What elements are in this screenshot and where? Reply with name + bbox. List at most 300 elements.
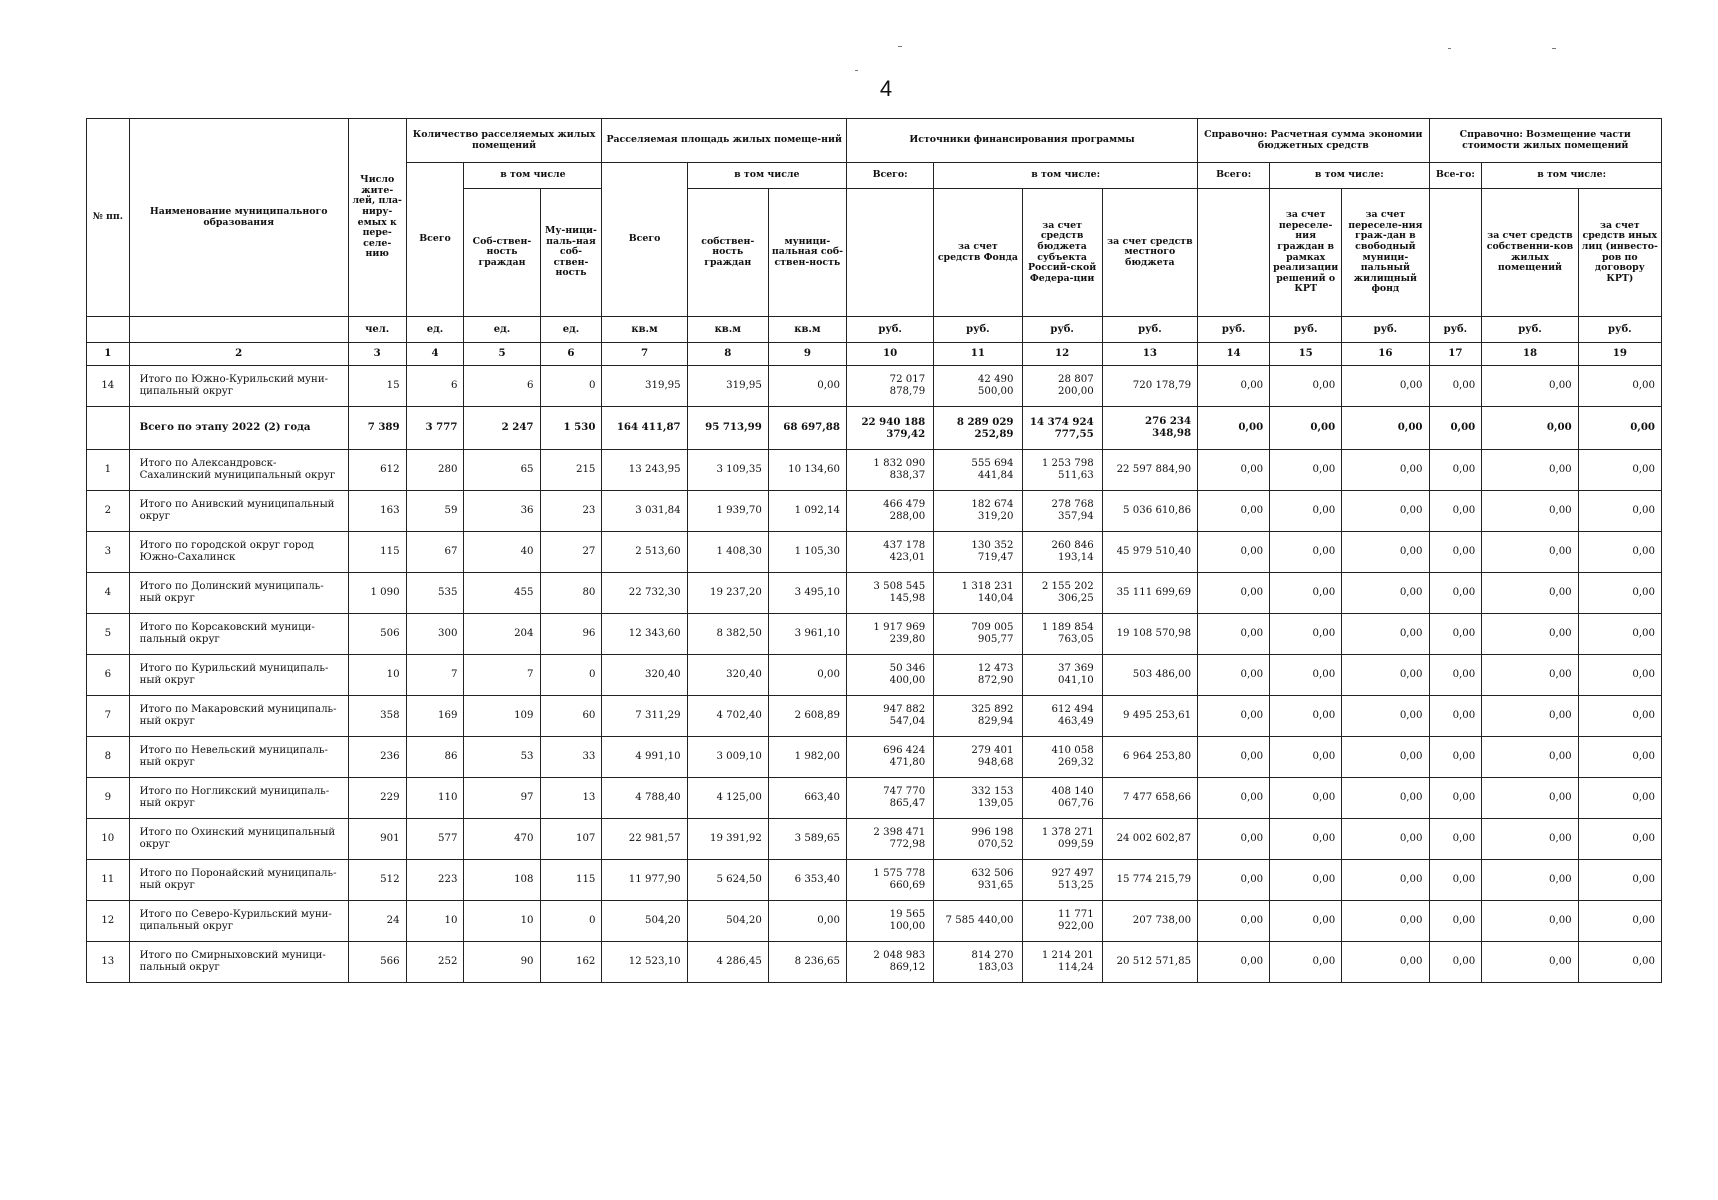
- cell-line: 325 892: [971, 703, 1014, 715]
- cell-line: 814 270: [971, 949, 1014, 961]
- cell-comp-owners: 0,00: [1482, 778, 1578, 819]
- cell-line: 183,03: [977, 962, 1014, 973]
- table-row: [87, 407, 1662, 450]
- header-fin-fund: за счет средств Фонда: [934, 189, 1022, 317]
- cell-comp-total: 0,00: [1429, 655, 1482, 696]
- cell-area-municipal: 3 589,65: [768, 819, 846, 860]
- cell-name: Итого по Ногликский муниципаль-ный округ: [129, 778, 348, 819]
- cell-comp-total: 0,00: [1429, 696, 1482, 737]
- cell-line: 28 807: [1058, 373, 1094, 385]
- cell-line: 2 398 471: [873, 826, 926, 838]
- cell-area-private: 4 125,00: [687, 778, 768, 819]
- cell-sav-total: 0,00: [1198, 942, 1270, 983]
- cell-line: 1 378 271: [1041, 826, 1094, 838]
- cell-line: 100,00: [889, 921, 926, 932]
- cell-sav-total: 0,00: [1198, 366, 1270, 407]
- cell-units-total: 3 777: [406, 407, 464, 450]
- header-comp-including: в том числе:: [1482, 163, 1662, 189]
- cell-fin-subject: [1022, 573, 1102, 614]
- header-units-municipal: Му-ници-паль-ная соб-ствен-ность: [540, 189, 602, 317]
- cell-no: [87, 407, 130, 450]
- cell-fin-fund: [934, 696, 1022, 737]
- cell-fin-total: [846, 942, 933, 983]
- cell-residents: 358: [348, 696, 406, 737]
- cell-units-private: 65: [464, 450, 540, 491]
- unit-cell: руб.: [1342, 317, 1429, 343]
- cell-fin-total: [846, 696, 933, 737]
- cell-comp-owners: 0,00: [1482, 737, 1578, 778]
- cell-line: 260 846: [1051, 539, 1094, 551]
- cell-fin-local: 22 597 884,90: [1102, 450, 1197, 491]
- cell-area-total: 4 991,10: [602, 737, 687, 778]
- cell-comp-investors: 0,00: [1578, 901, 1661, 942]
- cell-units-municipal: 33: [540, 737, 602, 778]
- cell-units-total: 67: [406, 532, 464, 573]
- cell-line: 511,63: [1058, 470, 1094, 481]
- cell-units-private: 90: [464, 942, 540, 983]
- cell-fin-local: 35 111 699,69: [1102, 573, 1197, 614]
- cell-line: 441,84: [977, 470, 1014, 481]
- cell-area-total: 504,20: [602, 901, 687, 942]
- unit-cell: руб.: [1429, 317, 1482, 343]
- cell-no: 1: [87, 450, 130, 491]
- cell-fin-local: 15 774 215,79: [1102, 860, 1197, 901]
- cell-line: 927 497: [1051, 867, 1094, 879]
- cell-area-municipal: 0,00: [768, 901, 846, 942]
- cell-comp-owners: 0,00: [1482, 901, 1578, 942]
- cell-area-private: 504,20: [687, 901, 768, 942]
- cell-units-municipal: 60: [540, 696, 602, 737]
- cell-line: 947 882: [883, 703, 926, 715]
- cell-fin-subject: [1022, 450, 1102, 491]
- cell-sav-krt: 0,00: [1270, 614, 1342, 655]
- cell-residents: 229: [348, 778, 406, 819]
- cell-sav-krt: 0,00: [1270, 737, 1342, 778]
- header-area-group: Расселяемая площадь жилых помеще-ний: [602, 119, 847, 163]
- cell-sav-krt: 0,00: [1270, 860, 1342, 901]
- cell-no: 11: [87, 860, 130, 901]
- cell-sav-total: 0,00: [1198, 901, 1270, 942]
- cell-name: Итого по Южно-Курильский муни-ципальный округ: [129, 366, 348, 407]
- table-row: [87, 614, 1662, 655]
- cell-line: 996 198: [971, 826, 1014, 838]
- cell-units-total: 59: [406, 491, 464, 532]
- header-units-total: Всего: [406, 163, 464, 317]
- header-sav-total: Всего:: [1198, 163, 1270, 189]
- cell-sav-free: 0,00: [1342, 614, 1429, 655]
- cell-no: 4: [87, 573, 130, 614]
- column-number: 15: [1270, 343, 1342, 366]
- cell-area-total: 3 031,84: [602, 491, 687, 532]
- cell-line: 114,24: [1058, 962, 1094, 973]
- cell-area-municipal: 0,00: [768, 655, 846, 696]
- cell-line: 041,10: [1058, 675, 1094, 686]
- cell-no: 14: [87, 366, 130, 407]
- cell-line: 463,49: [1058, 716, 1094, 727]
- cell-residents: 512: [348, 860, 406, 901]
- cell-units-municipal: 80: [540, 573, 602, 614]
- cell-name: Итого по Александровск-Сахалинский муниципальный округ: [129, 450, 348, 491]
- cell-name: Всего по этапу 2022 (2) года: [129, 407, 348, 450]
- cell-line: 410 058: [1051, 744, 1094, 756]
- cell-sav-free: 0,00: [1342, 696, 1429, 737]
- cell-units-total: 169: [406, 696, 464, 737]
- cell-area-total: 164 411,87: [602, 407, 687, 450]
- cell-line: 42 490: [977, 373, 1014, 385]
- cell-fin-local: 24 002 602,87: [1102, 819, 1197, 860]
- cell-area-private: 19 391,92: [687, 819, 768, 860]
- cell-area-total: 13 243,95: [602, 450, 687, 491]
- cell-comp-investors: 0,00: [1578, 407, 1661, 450]
- header-units-including: в том числе: [464, 163, 602, 189]
- cell-line: 357,94: [1058, 511, 1094, 522]
- cell-sav-total: 0,00: [1198, 655, 1270, 696]
- cell-comp-investors: 0,00: [1578, 532, 1661, 573]
- cell-sav-free: 0,00: [1342, 860, 1429, 901]
- cell-fin-total: [846, 860, 933, 901]
- cell-line: 8 289 029: [956, 415, 1014, 428]
- cell-sav-free: 0,00: [1342, 573, 1429, 614]
- cell-comp-investors: 0,00: [1578, 778, 1661, 819]
- cell-area-private: 95 713,99: [687, 407, 768, 450]
- cell-line: 269,32: [1058, 757, 1094, 768]
- cell-sav-free: 0,00: [1342, 737, 1429, 778]
- cell-comp-total: 0,00: [1429, 860, 1482, 901]
- cell-line: 19 565: [889, 908, 926, 920]
- cell-line: 719,47: [977, 552, 1014, 563]
- cell-line: 423,01: [889, 552, 926, 563]
- unit-cell: ед.: [406, 317, 464, 343]
- cell-units-municipal: 27: [540, 532, 602, 573]
- cell-sav-free: 0,00: [1342, 532, 1429, 573]
- cell-comp-owners: 0,00: [1482, 491, 1578, 532]
- cell-line: 332 153: [971, 785, 1014, 797]
- cell-comp-investors: 0,00: [1578, 737, 1661, 778]
- cell-comp-total: 0,00: [1429, 491, 1482, 532]
- table-row: [87, 655, 1662, 696]
- cell-name: Итого по Невельский муниципаль-ный округ: [129, 737, 348, 778]
- cell-fin-fund: [934, 573, 1022, 614]
- header-residents: Число жите-лей, пла-ниру-емых к пере-селе-нию: [348, 119, 406, 317]
- cell-line: 182 674: [971, 498, 1014, 510]
- cell-residents: 236: [348, 737, 406, 778]
- cell-line: 200,00: [1058, 386, 1094, 397]
- cell-fin-subject: [1022, 737, 1102, 778]
- cell-residents: 10: [348, 655, 406, 696]
- cell-units-total: 535: [406, 573, 464, 614]
- cell-units-municipal: 215: [540, 450, 602, 491]
- cell-comp-owners: 0,00: [1482, 614, 1578, 655]
- cell-units-private: 470: [464, 819, 540, 860]
- table-row: [87, 901, 1662, 942]
- cell-comp-investors: 0,00: [1578, 450, 1661, 491]
- column-number: 1: [87, 343, 130, 366]
- header-comp-total: Все-го:: [1429, 163, 1482, 189]
- cell-residents: 901: [348, 819, 406, 860]
- header-units-group: Количество расселяемых жилых помещений: [406, 119, 602, 163]
- cell-sav-total: 0,00: [1198, 532, 1270, 573]
- cell-comp-total: 0,00: [1429, 573, 1482, 614]
- cell-units-total: 300: [406, 614, 464, 655]
- cell-line: 1 189 854: [1041, 621, 1094, 633]
- cell-comp-total: 0,00: [1429, 819, 1482, 860]
- column-number: 11: [934, 343, 1022, 366]
- unit-cell: руб.: [1482, 317, 1578, 343]
- cell-units-municipal: 23: [540, 491, 602, 532]
- cell-residents: 566: [348, 942, 406, 983]
- cell-fin-total: [846, 450, 933, 491]
- cell-fin-fund: [934, 778, 1022, 819]
- cell-fin-fund: [934, 901, 1022, 942]
- cell-fin-subject: [1022, 778, 1102, 819]
- cell-comp-owners: 0,00: [1482, 819, 1578, 860]
- header-area-municipal: муници-пальная соб-ствен-ность: [768, 189, 846, 317]
- cell-area-total: 22 732,30: [602, 573, 687, 614]
- cell-line: 555 694: [971, 457, 1014, 469]
- cell-line: 067,76: [1058, 798, 1094, 809]
- cell-sav-krt: 0,00: [1270, 491, 1342, 532]
- unit-cell: руб.: [1022, 317, 1102, 343]
- cell-fin-total: [846, 407, 933, 450]
- cell-fin-total: [846, 819, 933, 860]
- cell-units-municipal: 0: [540, 366, 602, 407]
- cell-sav-total: 0,00: [1198, 450, 1270, 491]
- cell-line: 319,20: [977, 511, 1014, 522]
- cell-line: 878,79: [889, 386, 926, 397]
- cell-line: 1 917 969: [873, 621, 926, 633]
- header-area-including: в том числе: [687, 163, 846, 189]
- header-comp-total-blank: [1429, 189, 1482, 317]
- cell-fin-subject: [1022, 819, 1102, 860]
- cell-units-private: 36: [464, 491, 540, 532]
- cell-sav-krt: 0,00: [1270, 407, 1342, 450]
- cell-units-municipal: 13: [540, 778, 602, 819]
- cell-comp-total: 0,00: [1429, 366, 1482, 407]
- header-sav-krt: за счет переселе-ния граждан в рамках реализации решений о КРТ: [1270, 189, 1342, 317]
- cell-fin-total: [846, 573, 933, 614]
- cell-line: 466 479: [883, 498, 926, 510]
- cell-no: 3: [87, 532, 130, 573]
- header-area-private: собствен-ность граждан: [687, 189, 768, 317]
- unit-cell: руб.: [1270, 317, 1342, 343]
- cell-name: Итого по Поронайский муниципаль-ный округ: [129, 860, 348, 901]
- unit-cell: чел.: [348, 317, 406, 343]
- cell-line: 2 048 983: [873, 949, 926, 961]
- cell-residents: 506: [348, 614, 406, 655]
- cell-comp-owners: 0,00: [1482, 696, 1578, 737]
- cell-sav-krt: 0,00: [1270, 573, 1342, 614]
- cell-comp-owners: 0,00: [1482, 407, 1578, 450]
- cell-area-municipal: 2 608,89: [768, 696, 846, 737]
- cell-line: 437 178: [883, 539, 926, 551]
- cell-comp-total: 0,00: [1429, 942, 1482, 983]
- cell-fin-total: [846, 737, 933, 778]
- header-no: № пп.: [87, 119, 130, 317]
- cell-line: 37 369: [1058, 662, 1094, 674]
- cell-comp-owners: 0,00: [1482, 942, 1578, 983]
- cell-sav-free: 0,00: [1342, 655, 1429, 696]
- cell-sav-krt: 0,00: [1270, 778, 1342, 819]
- cell-area-municipal: 6 353,40: [768, 860, 846, 901]
- cell-line: 500,00: [977, 386, 1014, 397]
- unit-cell: ед.: [464, 317, 540, 343]
- cell-units-private: 2 247: [464, 407, 540, 450]
- cell-comp-investors: 0,00: [1578, 819, 1661, 860]
- cell-name: Итого по Долинский муниципаль-ный округ: [129, 573, 348, 614]
- cell-units-private: 7: [464, 655, 540, 696]
- cell-line: 1 575 778: [873, 867, 926, 879]
- cell-line: 50 346: [889, 662, 926, 674]
- cell-units-private: 455: [464, 573, 540, 614]
- cell-fin-fund: [934, 450, 1022, 491]
- cell-units-total: 10: [406, 901, 464, 942]
- cell-sav-free: 0,00: [1342, 901, 1429, 942]
- cell-comp-investors: 0,00: [1578, 860, 1661, 901]
- cell-sav-total: 0,00: [1198, 737, 1270, 778]
- cell-fin-fund: [934, 860, 1022, 901]
- cell-area-municipal: 3 961,10: [768, 614, 846, 655]
- cell-no: 8: [87, 737, 130, 778]
- cell-units-private: 97: [464, 778, 540, 819]
- cell-line: 408 140: [1051, 785, 1094, 797]
- cell-fin-total: [846, 655, 933, 696]
- cell-comp-owners: 0,00: [1482, 450, 1578, 491]
- cell-fin-local: 5 036 610,86: [1102, 491, 1197, 532]
- cell-fin-local: 20 512 571,85: [1102, 942, 1197, 983]
- cell-comp-investors: 0,00: [1578, 491, 1661, 532]
- cell-area-private: 1 408,30: [687, 532, 768, 573]
- cell-units-private: 10: [464, 901, 540, 942]
- page-number: 4: [879, 76, 893, 101]
- header-fin-including: в том числе:: [934, 163, 1198, 189]
- cell-name: Итого по Северо-Курильский муни-ципальный округ: [129, 901, 348, 942]
- cell-line: 660,69: [889, 880, 926, 891]
- cell-sav-total: 0,00: [1198, 860, 1270, 901]
- cell-sav-krt: 0,00: [1270, 450, 1342, 491]
- header-sav-including: в том числе:: [1270, 163, 1429, 189]
- header-fin-subject: за счет средств бюджета субъекта Россий-ской Федера-ции: [1022, 189, 1102, 317]
- cell-fin-subject: [1022, 655, 1102, 696]
- cell-name: Итого по Охинский муниципальный округ: [129, 819, 348, 860]
- header-comp-owners: за счет средств собственни-ков жилых помещений: [1482, 189, 1578, 317]
- cell-line: 12 473: [977, 662, 1014, 674]
- cell-comp-total: 0,00: [1429, 614, 1482, 655]
- cell-fin-fund: [934, 819, 1022, 860]
- cell-no: 9: [87, 778, 130, 819]
- cell-line: 829,94: [977, 716, 1014, 727]
- cell-fin-total: [846, 614, 933, 655]
- cell-fin-subject: [1022, 696, 1102, 737]
- cell-name: Итого по Анивский муниципальный округ: [129, 491, 348, 532]
- cell-area-total: 2 513,60: [602, 532, 687, 573]
- cell-line: 2 155 202: [1041, 580, 1094, 592]
- cell-fin-subject: [1022, 491, 1102, 532]
- cell-residents: 115: [348, 532, 406, 573]
- cell-line: 547,04: [889, 716, 926, 727]
- cell-fin-total: [846, 491, 933, 532]
- cell-area-municipal: 1 105,30: [768, 532, 846, 573]
- cell-sav-free: 0,00: [1342, 491, 1429, 532]
- cell-line: 777,55: [1054, 428, 1094, 440]
- cell-no: 5: [87, 614, 130, 655]
- cell-area-private: 19 237,20: [687, 573, 768, 614]
- header-comp-investors: за счет средств иных лиц (инвесто-ров по договору КРТ): [1578, 189, 1661, 317]
- cell-comp-total: 0,00: [1429, 450, 1482, 491]
- column-number: 16: [1342, 343, 1429, 366]
- header-units-private: Соб-ствен-ность граждан: [464, 189, 540, 317]
- cell-sav-free: 0,00: [1342, 942, 1429, 983]
- cell-area-total: 7 311,29: [602, 696, 687, 737]
- cell-units-total: 86: [406, 737, 464, 778]
- cell-comp-total: 0,00: [1429, 901, 1482, 942]
- header-fin-local: за счет средств местного бюджета: [1102, 189, 1197, 317]
- cell-name: Итого по Корсаковский муници-пальный округ: [129, 614, 348, 655]
- cell-fin-fund: [934, 942, 1022, 983]
- cell-fin-subject: [1022, 366, 1102, 407]
- cell-line: 3 508 545: [873, 580, 926, 592]
- cell-residents: 1 090: [348, 573, 406, 614]
- cell-sav-free: 0,00: [1342, 407, 1429, 450]
- cell-units-total: 6: [406, 366, 464, 407]
- cell-line: 070,52: [977, 839, 1014, 850]
- unit-cell: кв.м: [602, 317, 687, 343]
- cell-sav-krt: 0,00: [1270, 696, 1342, 737]
- cell-area-private: 320,40: [687, 655, 768, 696]
- cell-sav-krt: 0,00: [1270, 532, 1342, 573]
- cell-fin-local: 7 477 658,66: [1102, 778, 1197, 819]
- cell-comp-investors: 0,00: [1578, 366, 1661, 407]
- cell-residents: 163: [348, 491, 406, 532]
- cell-fin-total: [846, 901, 933, 942]
- cell-units-municipal: 162: [540, 942, 602, 983]
- cell-fin-local: 6 964 253,80: [1102, 737, 1197, 778]
- column-number: 7: [602, 343, 687, 366]
- cell-fin-fund: [934, 491, 1022, 532]
- cell-line: 239,80: [889, 634, 926, 645]
- cell-sav-free: 0,00: [1342, 450, 1429, 491]
- cell-sav-total: 0,00: [1198, 407, 1270, 450]
- cell-line: 763,05: [1058, 634, 1094, 645]
- cell-line: 838,37: [889, 470, 926, 481]
- cell-line: 872,90: [977, 675, 1014, 686]
- cell-units-municipal: 96: [540, 614, 602, 655]
- cell-units-total: 252: [406, 942, 464, 983]
- cell-sav-total: 0,00: [1198, 696, 1270, 737]
- unit-cell: руб.: [934, 317, 1022, 343]
- cell-line: 905,77: [977, 634, 1014, 645]
- cell-line: 865,47: [889, 798, 926, 809]
- cell-line: 288,00: [889, 511, 926, 522]
- cell-residents: 612: [348, 450, 406, 491]
- table-row: [87, 737, 1662, 778]
- table-row: [87, 696, 1662, 737]
- cell-area-private: 1 939,70: [687, 491, 768, 532]
- cell-sav-krt: 0,00: [1270, 942, 1342, 983]
- cell-comp-total: 0,00: [1429, 778, 1482, 819]
- cell-area-private: 8 382,50: [687, 614, 768, 655]
- cell-units-total: 223: [406, 860, 464, 901]
- cell-line: 22 940 188: [861, 415, 926, 428]
- unit-blank: [129, 317, 348, 343]
- cell-units-total: 280: [406, 450, 464, 491]
- cell-line: 869,12: [889, 962, 926, 973]
- cell-name: Итого по городской округ город Южно-Сахалинск: [129, 532, 348, 573]
- cell-no: 6: [87, 655, 130, 696]
- cell-area-total: 12 343,60: [602, 614, 687, 655]
- cell-comp-investors: 0,00: [1578, 573, 1661, 614]
- column-number: 9: [768, 343, 846, 366]
- cell-no: 2: [87, 491, 130, 532]
